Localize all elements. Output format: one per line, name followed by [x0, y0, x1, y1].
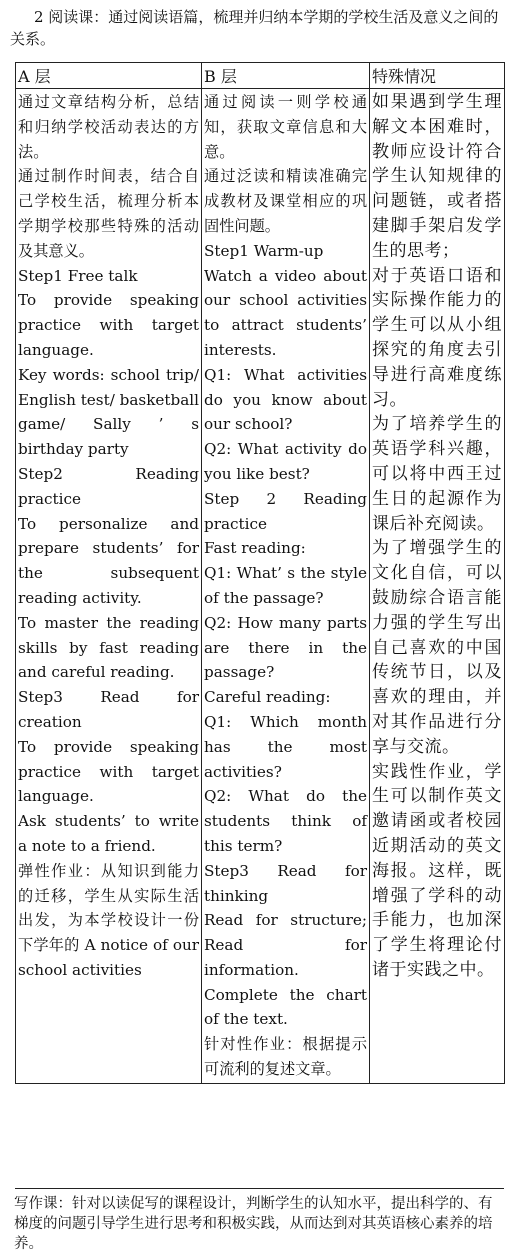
- layer-a-cell: [16, 89, 202, 1084]
- special-case-paragraph: 实践性作业，学生可以制作英文邀请函或者校园近期活动的英文海报。这样，既增强了学科的动手能力，也加深了学生将理论付诸于实践之中。: [372, 761, 502, 980]
- layer-a-paragraph: Ask students’ to write a note to a friend.: [18, 812, 199, 855]
- layer-b-paragraph: Step1 Warm-up: [204, 241, 324, 260]
- layer-a-paragraph: To provide speaking practice with target language.: [18, 737, 199, 806]
- layer-a-paragraph: Step3 Read for creation: [18, 688, 199, 731]
- layer-b-paragraph: Q2: What activity do you like best?: [204, 440, 367, 483]
- layer-b-paragraph: Q2: What do the students think of this term?: [204, 787, 367, 855]
- layer-b-paragraph: Complete the chart of the text.: [204, 985, 367, 1029]
- header-layer-b: B 层: [202, 63, 370, 89]
- special-case-paragraph: 对于英语口语和实际操作能力的学生可以从小组探究的角度去引导进行高难度练习。: [372, 265, 502, 410]
- layer-b-cell: [202, 89, 370, 1084]
- special-case-paragraph: 为了增强学生的文化自信，可以鼓励综合语言能力强的学生写出自己喜欢的中国传统节日，以及喜欢的理由，并对其作品进行分享与交流。: [372, 538, 502, 757]
- layer-b-paragraph: Fast reading:: [204, 539, 306, 558]
- header-special-cases: 特殊情况: [370, 63, 505, 89]
- layer-a-paragraph: 通过文章结构分析，总结和归纳学校活动表达的方法。: [18, 93, 199, 161]
- layer-a-paragraph: Step1 Free talk: [18, 266, 138, 285]
- layer-a-paragraph: Step2 Reading practice: [18, 464, 199, 508]
- layer-a-paragraph: To provide speaking practice with target language.: [18, 291, 199, 359]
- special-case-paragraph: 如果遇到学生理解文本困难时，教师应设计符合学生认知规律的问题链，或者搭建脚手架启发学生的思考；: [372, 92, 502, 261]
- special-cases-cell: [370, 89, 505, 1084]
- layer-a-paragraph: To master the reading skills by fast reading and careful reading.: [18, 613, 199, 682]
- layer-b-paragraph: Q1: What activities do you know about our school?: [204, 365, 367, 434]
- layer-b-paragraph: 针对性作业：根据提示可流利的复述文章。: [204, 1035, 367, 1079]
- header-layer-a: A 层: [16, 63, 202, 89]
- layer-b-paragraph: Step 2 Reading practice: [204, 489, 367, 533]
- layer-b-paragraph: 通过阅读一则学校通知，获取文章信息和大意。: [204, 93, 367, 161]
- lesson-layer-table: [15, 62, 505, 1084]
- layer-b-paragraph: Read for structure; Read for information.: [204, 911, 367, 979]
- table-header-row: [16, 63, 505, 89]
- layer-b-paragraph: Careful reading:: [204, 688, 331, 707]
- writing-lesson-paragraph: 写作课：针对以读促写的课程设计，判断学生的认知水平，提出科学的、有梯度的问题引导学生进行思考和积极实践，从而达到对其英语核心素养的培养。: [14, 1196, 493, 1252]
- layer-b-paragraph: Q2: How many parts are there in the passage?: [204, 613, 367, 682]
- layer-a-paragraph: To personalize and prepare students’ for the subsequent reading activity.: [18, 514, 199, 607]
- layer-b-paragraph: Q1: What’ s the style of the passage?: [204, 564, 367, 607]
- layer-b-paragraph: Watch a video about our school activities to attract students’ interests.: [204, 266, 367, 359]
- table-bottom-rule: [15, 1188, 504, 1189]
- intro-paragraph: 2 阅读课：通过阅读语篇，梳理并归纳本学期的学校生活及意义之间的关系。: [10, 8, 499, 48]
- layer-a-paragraph: 弹性作业：从知识到能力的迁移，学生从实际生活出发，为本学校设计一份下学年的 A notice of our school activities: [18, 861, 199, 979]
- table-body-row: [16, 89, 505, 1084]
- layer-b-paragraph: Step3 Read for thinking: [204, 861, 367, 905]
- layer-b-paragraph: Q1: Which month has the most activities?: [204, 712, 367, 781]
- layer-a-paragraph: 通过制作时间表，结合自己学校生活，梳理分析本学期学校那些特殊的活动及其意义。: [18, 167, 199, 260]
- special-case-paragraph: 为了培养学生的英语学科兴趣，可以将中西王过生日的起源作为课后补充阅读。: [372, 414, 502, 534]
- layer-b-paragraph: 通过泛读和精读准确完成教材及课堂相应的巩固性问题。: [204, 167, 367, 235]
- layer-a-paragraph: Key words: school trip/ English test/ basketball game/ Sally ’ s birthday party: [18, 365, 199, 459]
